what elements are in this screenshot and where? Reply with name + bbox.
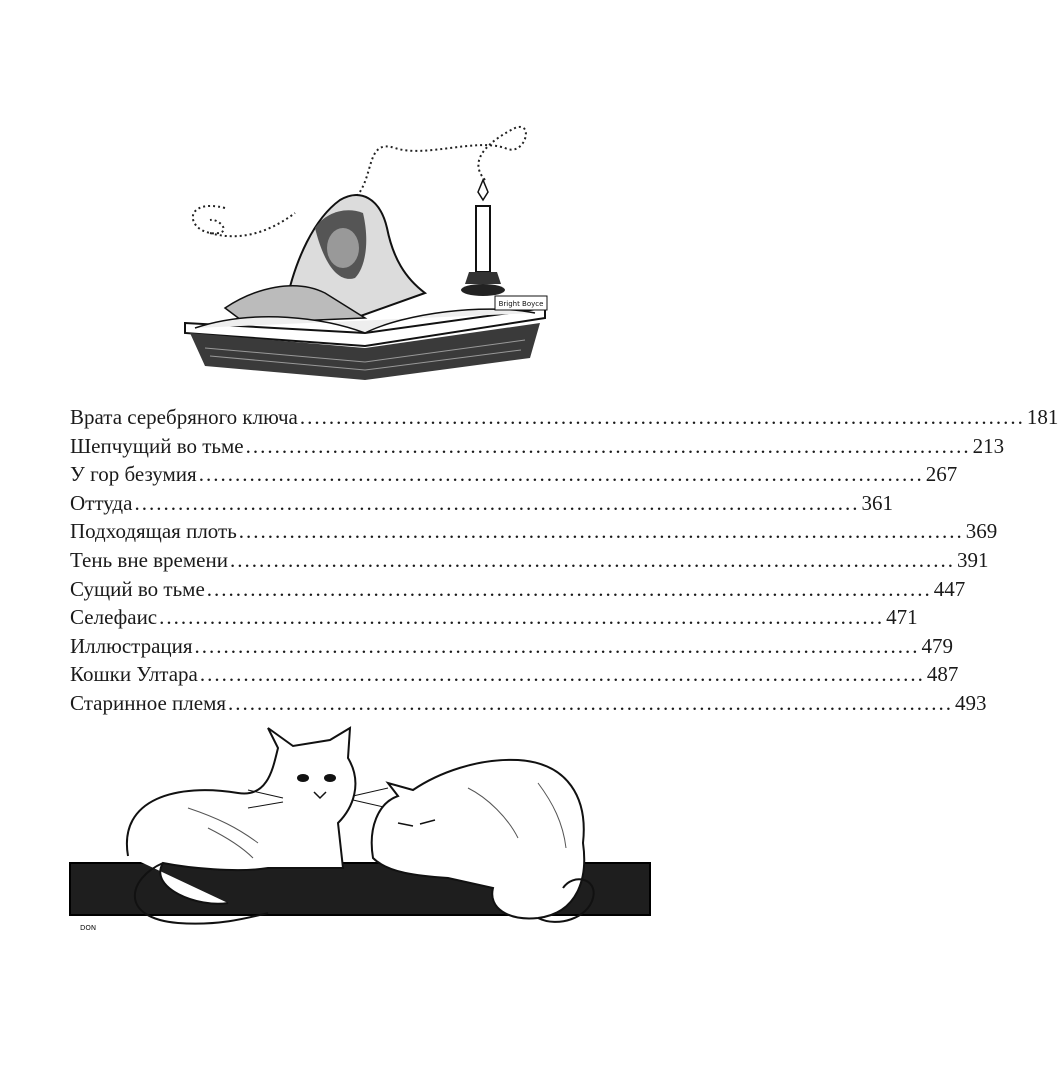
candle-flame: [478, 180, 488, 200]
toc-dot-leader: ....................................................................................................: [245, 433, 971, 458]
toc-entry-page: 447: [933, 576, 966, 601]
toc-entry-title: Старинное племя: [70, 690, 227, 715]
toc-entry-page: 391: [956, 547, 989, 572]
toc-dot-leader: ....................................................................................................: [134, 490, 860, 515]
illustrator-signature: DON: [80, 924, 97, 932]
toc-dot-leader: ....................................................................................................: [199, 662, 925, 687]
toc-entry-title: Иллюстрация: [70, 633, 193, 658]
toc-entry-title: Оттуда: [70, 490, 133, 515]
toc-entry-page: 487: [926, 662, 959, 687]
toc-entry[interactable]: [70, 403, 1058, 432]
toc-dot-leader: ....................................................................................................: [299, 405, 1025, 429]
toc-entry-page: 181: [1026, 405, 1058, 429]
toc-entry[interactable]: [70, 689, 987, 718]
toc-dot-leader: ....................................................................................................: [194, 633, 920, 658]
toc-entry-page: 361: [861, 490, 893, 515]
toc-dot-leader: ....................................................................................................: [229, 547, 955, 572]
toc-entry[interactable]: [70, 460, 958, 489]
toc-entry[interactable]: [70, 489, 893, 518]
toc-entry-title: Сущий во тьме: [70, 576, 205, 601]
table-of-contents: [70, 403, 1058, 718]
toc-entry-title: Тень вне времени: [70, 547, 228, 572]
toc-entry[interactable]: [70, 660, 959, 689]
toc-dot-leader: ....................................................................................................: [228, 690, 954, 715]
two-cats-on-shelf-icon: [68, 728, 653, 938]
toc-entry[interactable]: [70, 632, 954, 661]
toc-entry-title: Селефаис: [70, 605, 158, 630]
toc-entry-page: 267: [925, 462, 958, 487]
toc-entry-title: Подходящая плоть: [70, 519, 237, 544]
toc-entry-page: 213: [972, 433, 1005, 458]
toc-dot-leader: ....................................................................................................: [198, 462, 924, 487]
toc-entry[interactable]: [70, 546, 989, 575]
toc-entry-title: Шепчущий во тьме: [70, 433, 244, 458]
reader-with-book-and-candle-icon: [165, 118, 550, 380]
toc-entry[interactable]: [70, 432, 1005, 461]
toc-entry-page: 471: [886, 605, 918, 630]
toc-entry-page: 479: [921, 633, 954, 658]
toc-dot-leader: ....................................................................................................: [159, 605, 885, 630]
illustrator-signature: Bright Boyce: [498, 300, 544, 308]
toc-dot-leader: ....................................................................................................: [206, 576, 932, 601]
candle: [476, 206, 490, 272]
toc-entry-page: 493: [955, 690, 987, 715]
toc-entry-title: Врата серебряного ключа: [70, 405, 298, 429]
toc-dot-leader: ....................................................................................................: [238, 519, 964, 544]
toc-entry-page: 369: [965, 519, 998, 544]
toc-entry-title: Кошки Ултара: [70, 662, 198, 687]
toc-entry[interactable]: [70, 603, 918, 632]
toc-entry[interactable]: [70, 575, 966, 604]
toc-entry-title: У гор безумия: [70, 462, 197, 487]
toc-entry[interactable]: [70, 517, 998, 546]
